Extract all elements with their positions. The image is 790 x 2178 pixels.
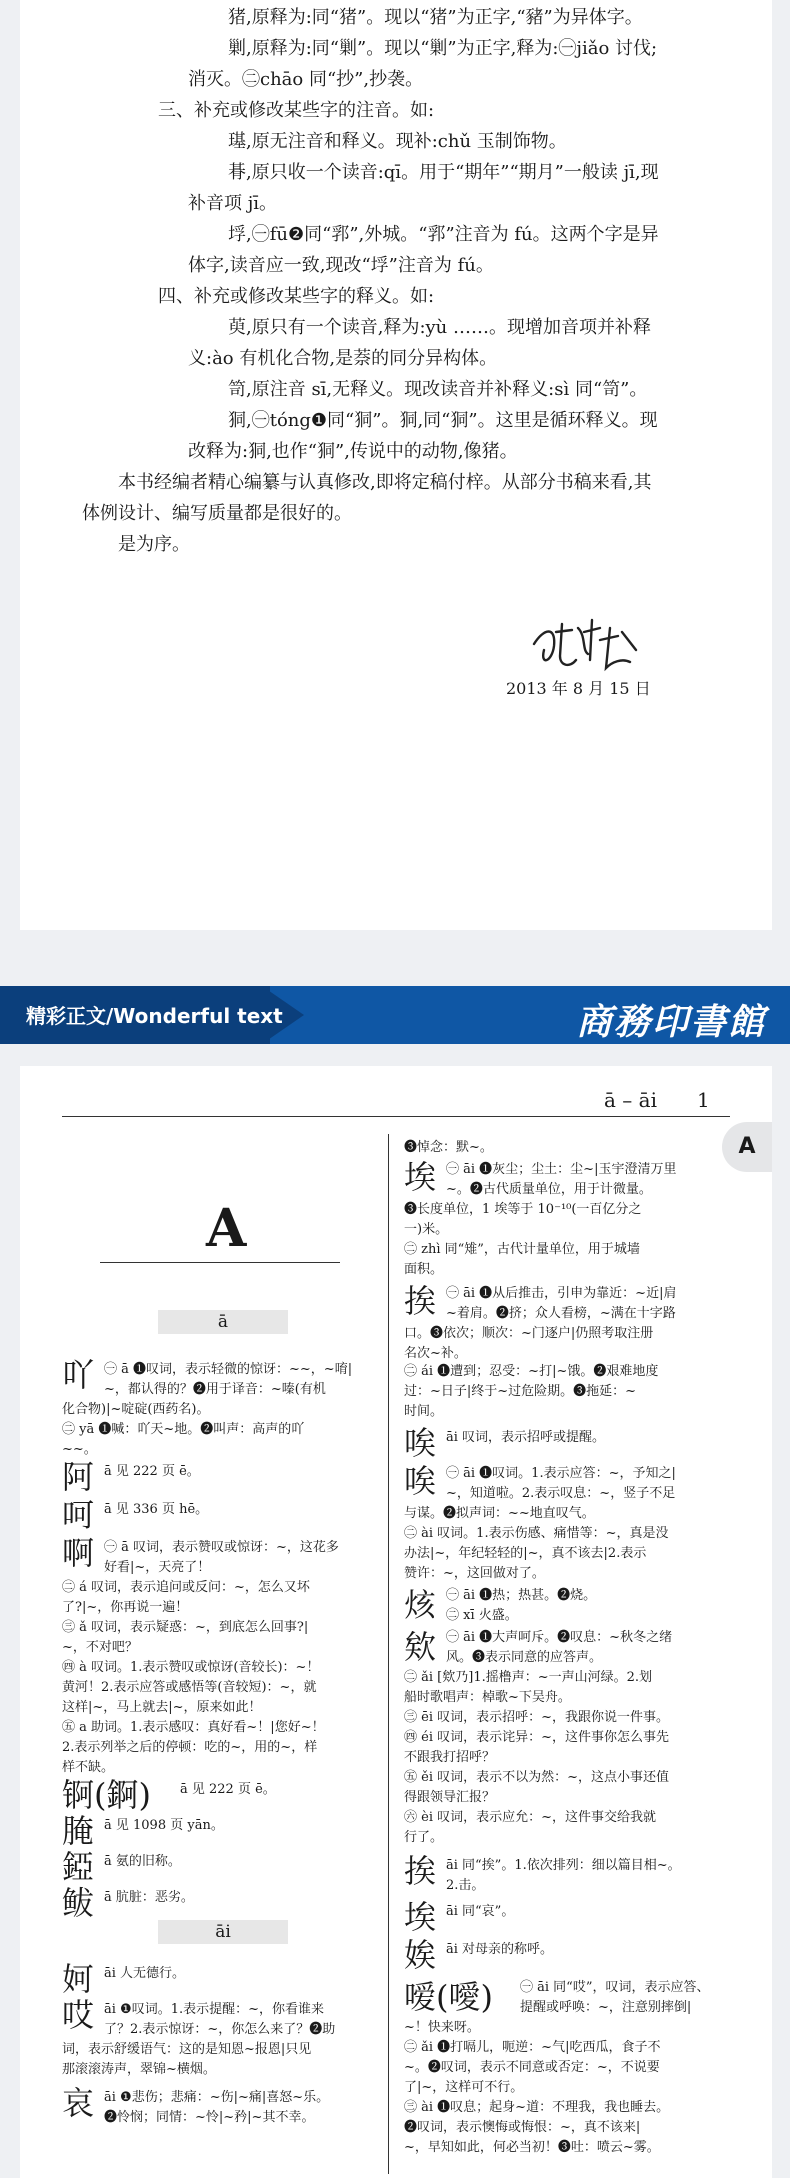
preface-line: 体字,读音应一致,现改“垺”注音为 fú。 bbox=[188, 255, 494, 276]
entry-headword: 欸 bbox=[404, 1628, 437, 1666]
preface-line: 三、补充或修改某些字的注音。如: bbox=[158, 100, 435, 121]
def-line: ㊀ āi ❶大声呵斥。❷叹息：~秋冬之绪 bbox=[446, 1630, 673, 1645]
section-banner bbox=[0, 986, 790, 1044]
dictionary-page bbox=[20, 1066, 772, 2178]
entry-headword: 哀 bbox=[62, 2084, 95, 2122]
preface-line: 是为序。 bbox=[118, 534, 190, 555]
def-line: ❷叹词，表示懊悔或悔恨：~，真不该来| bbox=[404, 2120, 641, 2135]
def-line: ~。❷古代质量单位，用于计微量。 bbox=[446, 1182, 652, 1197]
entry-headword: 哎 bbox=[62, 1996, 95, 2034]
def-line: ㊁ ài 叹词。1.表示伤感、痛惜等：~，真是没 bbox=[404, 1526, 669, 1541]
entry-definition bbox=[180, 1780, 276, 1800]
section-letter: A bbox=[206, 1198, 247, 1259]
def-line: ㊀ āi ❶灰尘；尘土：尘~|玉宇澄清万里 bbox=[446, 1162, 677, 1177]
def-line: ㊃ éi 叹词，表示诧异：~，这件事你怎么事先 bbox=[404, 1730, 670, 1745]
entry-headword: 腌 bbox=[62, 1812, 95, 1850]
entry-headword: 烗 bbox=[404, 1586, 437, 1624]
preface-date: 2013 年 8 月 15 日 bbox=[506, 679, 651, 698]
entry-headword: 锕(錒) bbox=[62, 1776, 151, 1814]
entry-definition bbox=[446, 1940, 553, 1960]
def-line: ㊁ yā ❶喊：吖天~地。❷叫声：高声的吖 bbox=[62, 1422, 305, 1437]
preface-line: 狪,㊀tóng❶同“狪”。狪,同“狪”。这里是循环释义。现 bbox=[228, 410, 658, 431]
entry-definition bbox=[404, 1362, 658, 1422]
def-line: ~着肩。❷挤；众人看榜，~满在十字路 bbox=[446, 1306, 676, 1321]
entry-definition bbox=[446, 1856, 681, 1896]
def-line: 了?|~，你再说一遍！ bbox=[62, 1600, 189, 1615]
preface-line: 朞,原只收一个读音:qī。用于“期年”“期月”一般读 jī,现 bbox=[228, 162, 659, 183]
page-header: ā – āi 1 bbox=[604, 1088, 710, 1112]
def-line: āi 对母亲的称呼。 bbox=[446, 1942, 554, 1957]
def-line: 面积。 bbox=[404, 1262, 444, 1277]
def-line: ~，都认得的？❷用于译音：~嗪(有机 bbox=[104, 1382, 326, 1397]
entry-definition bbox=[446, 1902, 514, 1922]
entry-definition bbox=[104, 1462, 200, 1482]
entry-headword: 錏 bbox=[62, 1848, 95, 1886]
preface-line: 消灭。㊁chāo 同“抄”,抄袭。 bbox=[188, 69, 424, 90]
preface-line: 垺,㊀fū❷同“郛”,外城。“郛”注音为 fú。这两个字是异 bbox=[228, 224, 659, 245]
def-line: 了？2.表示惊讶：~，你怎么来了？❷助 bbox=[104, 2022, 336, 2037]
entry-headword: 嗳(噯) bbox=[404, 1978, 493, 2016]
entry-headword: 鲅 bbox=[62, 1884, 95, 1922]
preface-line: 璂,原无注音和释义。现补:chǔ 玉制饰物。 bbox=[228, 131, 567, 152]
section-header-ai: āi bbox=[158, 1920, 288, 1944]
def-line: 办法|~，年纪轻轻的|~，真不该去|2.表示 bbox=[404, 1546, 647, 1561]
entry-definition bbox=[104, 1964, 185, 1984]
entry-headword: 娭 bbox=[404, 1936, 437, 1974]
def-line: ~！快来呀。 bbox=[404, 2020, 480, 2035]
def-line: ❷怜悯；同情：~怜|~矜|~其不幸。 bbox=[104, 2110, 315, 2125]
def-line: 风。❸表示同意的应答声。 bbox=[446, 1650, 603, 1665]
section-header-a: ā bbox=[158, 1310, 288, 1334]
preface-line: 剿,原释为:同“剿”。现以“剿”为正字,释为:㊀jiǎo 讨伐; bbox=[228, 38, 658, 59]
def-line: ~。❷叹词，表示不同意或否定：~，不说要 bbox=[404, 2060, 660, 2075]
preface-line: 义:ào 有机化合物,是萘的同分异构体。 bbox=[188, 348, 498, 369]
def-line: ā 见 1098 页 yān。 bbox=[104, 1818, 224, 1833]
def-line: ㊂ ǎ 叹词，表示疑惑：~，到底怎么回事?| bbox=[62, 1620, 309, 1635]
entry-headword: 吖 bbox=[62, 1356, 95, 1394]
def-line: ㊄ a 助词。1.表示感叹：真好看~！|您好~！ bbox=[62, 1720, 325, 1735]
entry-definition bbox=[404, 1138, 493, 1158]
entry-headword: 呵 bbox=[62, 1496, 95, 1534]
letter-tab[interactable]: A bbox=[722, 1122, 772, 1172]
def-line: ㊂ ài ❶叹息；起身~道：不理我，我也睡去。 bbox=[404, 2100, 670, 2115]
def-line: ㊀ āi ❶从后推击，引申为靠近：~近|肩 bbox=[446, 1286, 677, 1301]
entry-definition bbox=[104, 1816, 224, 1836]
entry-headword: 埃 bbox=[404, 1158, 437, 1196]
entry-definition bbox=[104, 1852, 181, 1872]
def-line: 2.击。 bbox=[446, 1878, 485, 1893]
def-line: 2.表示列举之后的停顿：吃的~，用的~，样 bbox=[62, 1740, 318, 1755]
def-line: ㊀ āi ❶叹词。1.表示应答：~，予知之| bbox=[446, 1466, 676, 1481]
entry-definition bbox=[404, 1464, 676, 1584]
entry-definition bbox=[104, 1888, 194, 1908]
def-line: ā 见 336 页 hē。 bbox=[104, 1502, 209, 1517]
signature-mark bbox=[526, 610, 646, 682]
entry-headword: 唉 bbox=[404, 1424, 437, 1462]
def-line: ❸长度单位，1 埃等于 10⁻¹⁰(一百亿分之 bbox=[404, 1202, 642, 1217]
def-line: ㊀ āi ❶热；热甚。❷烧。 bbox=[446, 1588, 597, 1603]
def-line: ā 肮脏：恶劣。 bbox=[104, 1890, 194, 1905]
def-line: ❸悼念：默~。 bbox=[404, 1140, 493, 1155]
def-line: ㊁ ǎi [欸乃]1.摇橹声：~一声山河绿。2.划 bbox=[404, 1670, 653, 1685]
def-line: āi ❶悲伤；悲痛：~伤|~痛|喜怒~乐。 bbox=[104, 2090, 330, 2105]
def-line: ㊀ ā ❶叹词，表示轻微的惊讶：~~，~唷| bbox=[104, 1362, 353, 1377]
entry-headword: 挨 bbox=[404, 1852, 437, 1890]
def-line: 不跟我打招呼？ bbox=[404, 1750, 496, 1765]
def-line: 化合物)|~啶碇(西药名)。 bbox=[62, 1402, 210, 1417]
entry-headword: 阿 bbox=[62, 1458, 95, 1496]
entry-definition bbox=[62, 2000, 336, 2080]
def-line: āi 人无德行。 bbox=[104, 1966, 186, 1981]
entry-definition bbox=[62, 1538, 339, 1778]
def-line: ㊅ èi 叹词，表示应允：~，这件事交给我就 bbox=[404, 1810, 657, 1825]
def-line: 一)米。 bbox=[404, 1222, 449, 1237]
entry-definition bbox=[404, 1628, 673, 1848]
entry-definition bbox=[404, 1284, 677, 1364]
entry-definition bbox=[446, 1428, 605, 1448]
def-line: ㊁ xī 火盛。 bbox=[446, 1608, 518, 1623]
def-line: 与谋。❷拟声词：~~地直叹气。 bbox=[404, 1506, 595, 1521]
header-rule bbox=[62, 1116, 730, 1117]
publisher-logo: 商務印書館 bbox=[575, 1001, 766, 1043]
def-line: ㊁ á 叹词，表示追问或反问：~，怎么又坏 bbox=[62, 1580, 310, 1595]
def-line: ā 见 222 页 ē。 bbox=[104, 1464, 200, 1479]
entry-definition bbox=[104, 2088, 329, 2128]
def-line: āi ❶叹词。1.表示提醒：~，你看谁来 bbox=[104, 2002, 324, 2017]
def-line: ㊀ ā 叹词，表示赞叹或惊讶：~，这花多 bbox=[104, 1540, 339, 1555]
preface-line: 四、补充或修改某些字的释义。如: bbox=[158, 286, 435, 307]
entry-headword: 埃 bbox=[404, 1898, 437, 1936]
def-line: ㊁ ái ❶遭到；忍受：~打|~饿。❷艰难地度 bbox=[404, 1364, 659, 1379]
entry-headword: 挨 bbox=[404, 1282, 437, 1320]
def-line: ~~。 bbox=[62, 1442, 97, 1457]
def-line: ㊁ zhì 同“雉”，古代计量单位，用于城墙 bbox=[404, 1242, 640, 1257]
def-line: 赞许：~，这回做对了。 bbox=[404, 1566, 545, 1581]
preface-line: 笥,原注音 sī,无释义。现改读音并补释义:sì 同“笥”。 bbox=[228, 379, 648, 400]
def-line: ~，早知如此，何必当初！❸吐：喷云~雾。 bbox=[404, 2140, 660, 2155]
def-line: ㊄ ěi 叹词，表示不以为然：~，这点小事还值 bbox=[404, 1770, 670, 1785]
def-line: ~，不对吧？ bbox=[62, 1640, 138, 1655]
def-line: 黄河！2.表示应答或感悟等(音较短)：~，就 bbox=[62, 1680, 317, 1695]
def-line: ā 氨的旧称。 bbox=[104, 1854, 181, 1869]
entry-headword: 妸 bbox=[62, 1960, 95, 1998]
def-line: 名次~补。 bbox=[404, 1346, 467, 1361]
def-line: 行了。 bbox=[404, 1830, 444, 1845]
def-line: 船时歌唱声：棹歌~下吴舟。 bbox=[404, 1690, 571, 1705]
def-line: ㊁ ǎi ❶打嗝儿，呃逆：~气|吃西瓜，食子不 bbox=[404, 2040, 661, 2055]
def-line: 好看|~，天亮了！ bbox=[104, 1560, 211, 1575]
def-line: ~，知道啦。2.表示叹息：~，竖子不足 bbox=[446, 1486, 676, 1501]
def-line: ㊂ ēi 叹词，表示招呼：~，我跟你说一件事。 bbox=[404, 1710, 670, 1725]
def-line: āi 同“挨”。1.依次排列：细以篇目相~。 bbox=[446, 1858, 681, 1873]
def-line: 口。❸依次；顺次：~门逐户|仍照考取注册 bbox=[404, 1326, 654, 1341]
def-line: 词，表示舒缓语气：这的是知恩~报恩|只见 bbox=[62, 2042, 312, 2057]
preface-line: 改释为:狪,也作“狪”,传说中的动物,像猪。 bbox=[188, 441, 518, 462]
entry-definition bbox=[404, 1160, 677, 1280]
entry-headword: 啊 bbox=[62, 1534, 95, 1572]
def-line: 了|~，这样可不行。 bbox=[404, 2080, 524, 2095]
column-divider bbox=[388, 1134, 389, 2174]
def-line: 样不缺。 bbox=[62, 1760, 115, 1775]
entry-definition bbox=[446, 1586, 596, 1626]
letter-rule bbox=[100, 1262, 340, 1263]
entry-headword: 唉 bbox=[404, 1462, 437, 1500]
preface-line: 体例设计、编写质量都是很好的。 bbox=[82, 503, 352, 524]
def-line: 那滚滚涛声，翠锦~横烟。 bbox=[62, 2062, 216, 2077]
entry-definition bbox=[104, 1500, 208, 1520]
def-line: āi 同“哀”。 bbox=[446, 1904, 515, 1919]
def-line: 时间。 bbox=[404, 1404, 444, 1419]
def-line: ā 见 222 页 ē。 bbox=[180, 1782, 276, 1797]
preface-line: 补音项 jī。 bbox=[188, 193, 278, 214]
preface-line: 猪,原释为:同“猪”。现以“猪”为正字,“豬”为异体字。 bbox=[228, 7, 643, 28]
def-line: 这样|~，马上就去|~，原来如此！ bbox=[62, 1700, 262, 1715]
preface-line: 本书经编者精心编纂与认真修改,即将定稿付梓。从部分书稿来看,其 bbox=[118, 472, 652, 493]
def-line: ㊀ āi 同“哎”，叹词，表示应答、 bbox=[520, 1980, 710, 1995]
def-line: 过：~日子|终于~过危险期。❸拖延：~ bbox=[404, 1384, 637, 1399]
def-line: āi 叹词，表示招呼或提醒。 bbox=[446, 1430, 606, 1445]
entry-definition bbox=[62, 1360, 353, 1460]
def-line: ㊃ à 叹词。1.表示赞叹或惊讶(音较长)：~！ bbox=[62, 1660, 320, 1675]
def-line: 得跟领导汇报？ bbox=[404, 1790, 496, 1805]
def-line: 提醒或呼唤：~，注意别摔倒| bbox=[520, 2000, 692, 2015]
preface-page bbox=[20, 0, 772, 930]
banner-title: 精彩正文/Wonderful text bbox=[26, 1004, 283, 1028]
preface-line: 萸,原只有一个读音,释为:yù ……。现增加音项并补释 bbox=[228, 317, 651, 338]
